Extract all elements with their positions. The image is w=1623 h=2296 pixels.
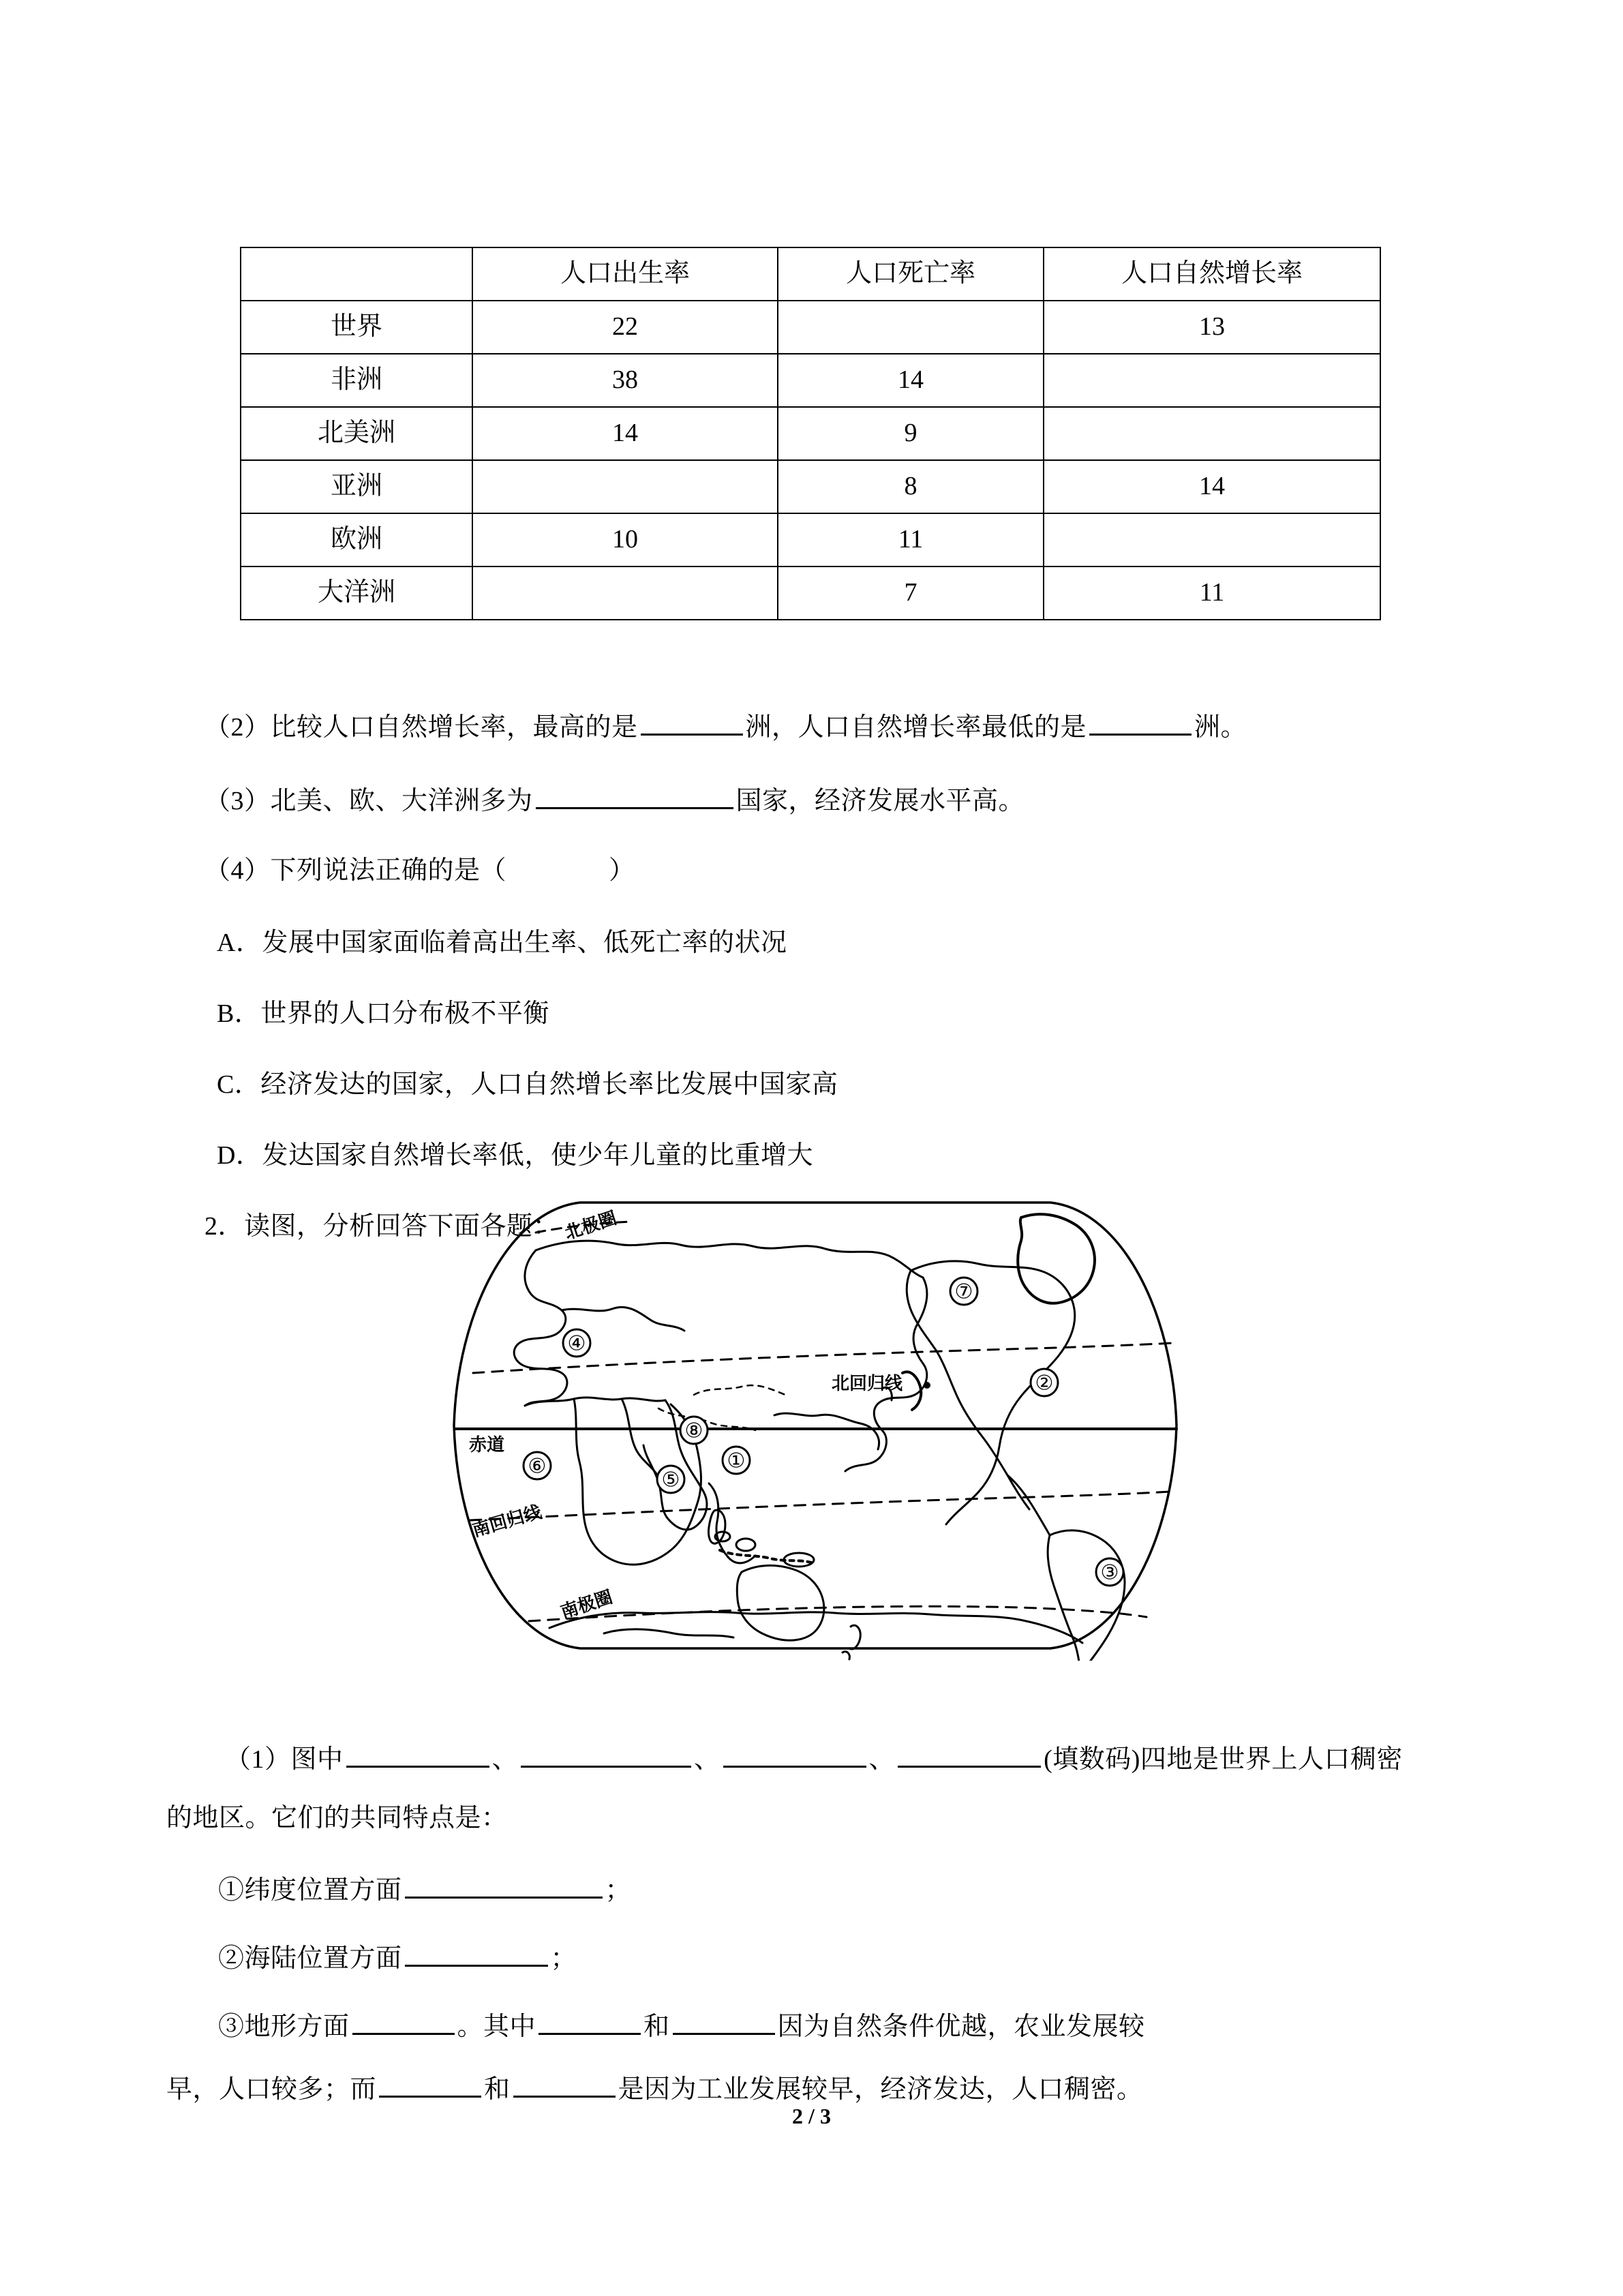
question-3-prefix: （3）北美、欧、大洋洲多为 xyxy=(204,787,533,815)
map-label-antarctic-circle: 南极圈 xyxy=(558,1586,616,1622)
separator-2: 、 xyxy=(694,1745,721,1774)
question-2-prefix: （2）比较人口自然增长率，最高的是 xyxy=(204,713,638,742)
table-header-birth-rate: 人口出生率 xyxy=(472,247,778,301)
answer-blank-agri-region-1[interactable] xyxy=(539,2010,641,2035)
answer-blank-code-4[interactable] xyxy=(898,1742,1041,1768)
table-cell-birth-rate xyxy=(472,460,778,513)
separator-1: 、 xyxy=(491,1745,519,1774)
sub-item-2-line xyxy=(218,1942,577,1972)
europe-outline xyxy=(514,1250,567,1406)
antarctica xyxy=(549,1612,1082,1643)
answer-blank-q3-country-type[interactable] xyxy=(536,784,733,809)
table-cell-region: 北美洲 xyxy=(241,407,472,460)
table-row xyxy=(241,407,1380,460)
question-3-suffix: 国家，经济发展水平高。 xyxy=(735,787,1025,815)
table-header-corner xyxy=(241,247,472,301)
table-cell-natural-growth-rate: 14 xyxy=(1044,460,1380,513)
sub-question-1-line-2: 的地区。它们的共同特点是： xyxy=(166,1804,508,1832)
table-row xyxy=(241,354,1380,407)
choice-c[interactable]: C．经济发达的国家，人口自然增长率比发展中国家高 xyxy=(217,1070,838,1099)
table-cell-birth-rate xyxy=(472,567,778,620)
map-label-tropic-of-cancer: 北回归线 xyxy=(832,1373,903,1393)
question-2-suffix: 洲。 xyxy=(1194,713,1247,742)
table-cell-region: 大洋洲 xyxy=(241,567,472,620)
map-marker-3-label: ③ xyxy=(1100,1561,1119,1584)
sub-item-3-mid-1: 。其中 xyxy=(457,2012,536,2041)
population-rate-table xyxy=(240,247,1381,620)
map-marker-7-label: ⑦ xyxy=(954,1280,973,1303)
table-cell-death-rate xyxy=(778,301,1044,354)
answer-blank-agri-region-2[interactable] xyxy=(673,2010,775,2035)
answer-blank-code-3[interactable] xyxy=(723,1742,866,1768)
choice-b[interactable]: B．世界的人口分布极不平衡 xyxy=(217,999,549,1028)
table-cell-death-rate: 11 xyxy=(778,513,1044,567)
china-coast xyxy=(774,1413,879,1449)
map-marker-8-label: ⑧ xyxy=(684,1419,703,1442)
borneo xyxy=(736,1539,755,1551)
table-cell-natural-growth-rate: 11 xyxy=(1044,567,1380,620)
table-cell-natural-growth-rate xyxy=(1044,513,1380,567)
table-row xyxy=(241,513,1380,567)
table-cell-birth-rate: 14 xyxy=(472,407,778,460)
sub-item-3-prefix: ③地形方面 xyxy=(218,2012,350,2041)
table-cell-birth-rate: 22 xyxy=(472,301,778,354)
new-zealand xyxy=(849,1625,860,1649)
sub-item-3-and: 和 xyxy=(643,2012,670,2041)
item-2-heading: 2．读图，分析回答下面各题： xyxy=(204,1212,560,1241)
map-marker-6-label: ⑥ xyxy=(528,1455,547,1478)
map-marker-4-label: ④ xyxy=(567,1332,586,1355)
question-4-prefix: （4）下列说法正确的是（ xyxy=(204,856,507,885)
sub-item-3-line-2-suffix: 是因为工业发展较早，经济发达，人口稠密。 xyxy=(618,2075,1143,2104)
mediterranean xyxy=(525,1398,665,1406)
table-cell-death-rate: 7 xyxy=(778,567,1044,620)
sub-item-3-line-1 xyxy=(218,2010,1145,2040)
antarctica-inner xyxy=(604,1629,733,1637)
sub-item-3-line-2-and: 和 xyxy=(484,2075,511,2104)
sub-question-1-line-1 xyxy=(225,1742,1403,1772)
answer-blank-sea-land-position[interactable] xyxy=(405,1942,548,1967)
answer-blank-industrial-region-1[interactable] xyxy=(379,2072,481,2098)
sub-item-3-line-2 xyxy=(166,2072,1143,2102)
population-rate-table-container xyxy=(240,247,1380,620)
answer-blank-code-2[interactable] xyxy=(521,1742,691,1768)
eurasia-north-coast xyxy=(536,1241,923,1278)
australia xyxy=(737,1565,824,1640)
table-cell-birth-rate: 10 xyxy=(472,513,778,567)
answer-blank-q2-lowest[interactable] xyxy=(1089,710,1192,736)
europe-inner xyxy=(562,1307,684,1331)
tropic-of-cancer-marker-dot xyxy=(924,1382,930,1389)
table-cell-region: 欧洲 xyxy=(241,513,472,567)
new-zealand-2 xyxy=(843,1652,849,1659)
table-cell-death-rate: 14 xyxy=(778,354,1044,407)
map-marker-1-label: ① xyxy=(727,1449,746,1472)
greenland xyxy=(1018,1214,1095,1303)
table-row xyxy=(241,301,1380,354)
table-cell-region: 世界 xyxy=(241,301,472,354)
answer-blank-code-1[interactable] xyxy=(346,1742,489,1768)
answer-blank-industrial-region-2[interactable] xyxy=(513,2072,616,2098)
table-cell-death-rate: 9 xyxy=(778,407,1044,460)
table-cell-death-rate: 8 xyxy=(778,460,1044,513)
table-cell-region: 非洲 xyxy=(241,354,472,407)
china-interior-dash xyxy=(694,1385,785,1395)
question-2-mid: 洲，人口自然增长率最低的是 xyxy=(745,713,1087,742)
choice-a[interactable]: A．发展中国家面临着高出生率、低死亡率的状况 xyxy=(217,928,787,957)
question-4-suffix: ） xyxy=(609,856,635,885)
tropic-of-capricorn-line xyxy=(470,1492,1171,1520)
page-number: 2 / 3 xyxy=(792,2104,831,2128)
sub-question-1-prefix: （1）图中 xyxy=(225,1745,344,1774)
answer-blank-latitude-position[interactable] xyxy=(405,1873,603,1899)
map-label-arctic-circle: 北极圈 xyxy=(562,1207,620,1243)
map-marker-5-label: ⑤ xyxy=(661,1468,680,1492)
map-frame xyxy=(454,1203,1177,1648)
sub-item-1-line xyxy=(218,1873,631,1903)
world-map-figure xyxy=(434,1190,1197,1661)
sub-item-3-mid-2: 因为自然条件优越，农业发展较 xyxy=(777,2012,1145,2041)
table-cell-region: 亚洲 xyxy=(241,460,472,513)
question-2-line xyxy=(204,710,1247,740)
south-america-outline xyxy=(1050,1530,1125,1661)
table-cell-natural-growth-rate xyxy=(1044,407,1380,460)
question-3-line xyxy=(204,784,1025,814)
arabia xyxy=(622,1399,658,1477)
table-cell-birth-rate: 38 xyxy=(472,354,778,407)
answer-blank-q2-highest[interactable] xyxy=(641,710,743,736)
map-marker-2-label: ② xyxy=(1035,1372,1054,1395)
sub-item-2-suffix: ； xyxy=(550,1944,577,1973)
map-label-equator: 赤道 xyxy=(469,1434,505,1455)
table-header-death-rate: 人口死亡率 xyxy=(778,247,1044,301)
sub-question-1-suffix: (填数码)四地是世界上人口稠密 xyxy=(1044,1745,1403,1774)
table-cell-natural-growth-rate: 13 xyxy=(1044,301,1380,354)
map-label-tropic-of-capricorn: 南回归线 xyxy=(470,1501,544,1541)
table-row xyxy=(241,460,1380,513)
japan xyxy=(902,1372,921,1410)
sub-item-1-prefix: ①纬度位置方面 xyxy=(218,1876,402,1905)
table-header-row xyxy=(241,247,1380,301)
choice-d[interactable]: D．发达国家自然增长率低，使少年儿童的比重增大 xyxy=(217,1141,813,1170)
table-cell-natural-growth-rate xyxy=(1044,354,1380,407)
sub-item-1-suffix: ； xyxy=(605,1876,632,1905)
sub-item-2-prefix: ②海陆位置方面 xyxy=(218,1944,402,1973)
question-4-line xyxy=(204,858,635,883)
answer-blank-terrain[interactable] xyxy=(352,2010,455,2035)
table-header-natural-growth-rate: 人口自然增长率 xyxy=(1044,247,1380,301)
world-map-svg xyxy=(434,1190,1197,1661)
map-marker-group xyxy=(524,1278,1123,1586)
table-row xyxy=(241,567,1380,620)
sub-item-3-line-2-prefix: 早，人口较多；而 xyxy=(166,2075,377,2104)
separator-3: 、 xyxy=(868,1745,896,1774)
south-america-west xyxy=(1048,1535,1080,1661)
